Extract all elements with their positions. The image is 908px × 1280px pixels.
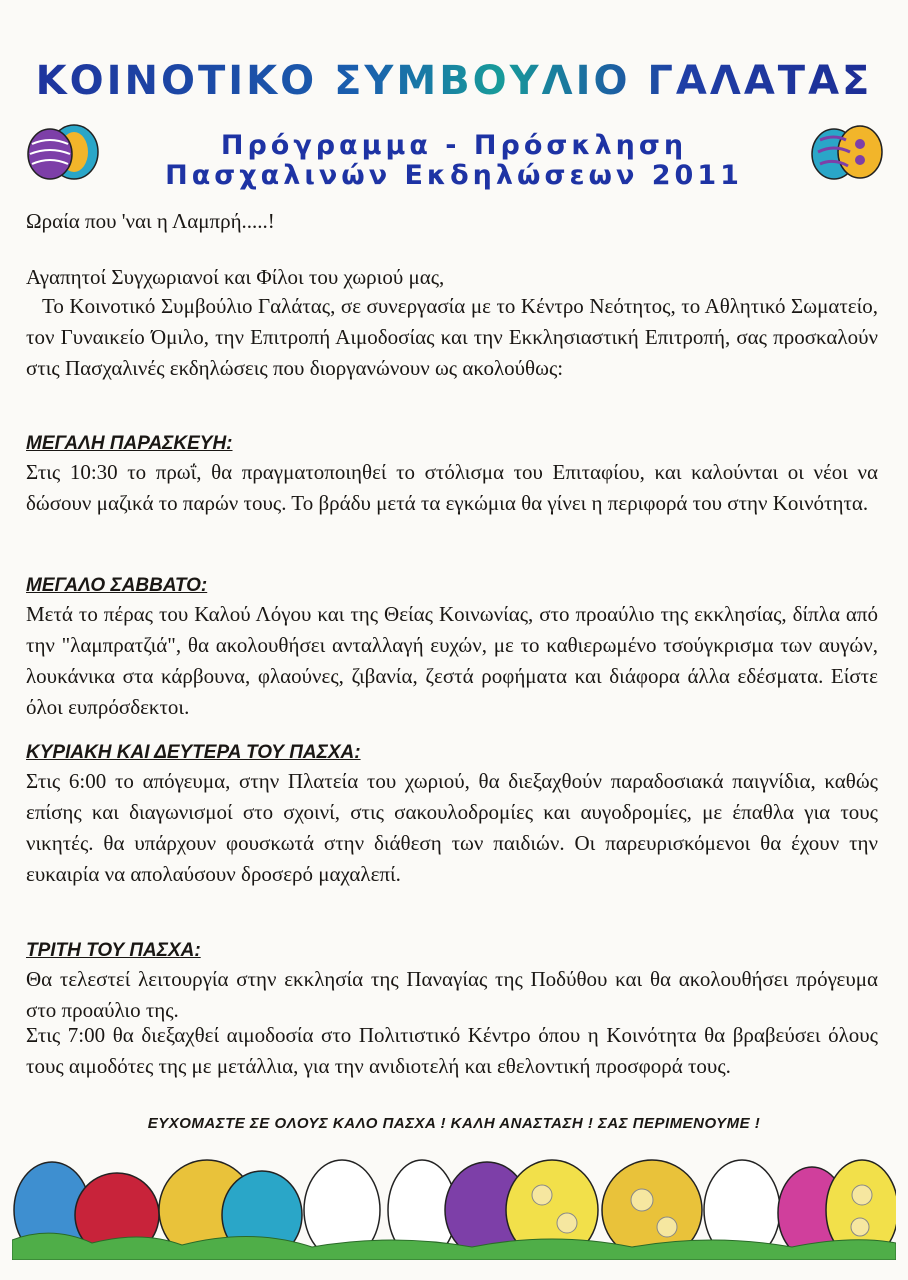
section-text-tuesday-blood-drive: Στις 7:00 θα διεξαχθεί αιμοδοσία στο Πολιτιστικό Κέντρο όπου η Κοινότητα θα βραβεύσει όλους τους αιμοδότες της με μετάλλια, για την ανιδιοτελή και εθελοντική προσφορά τους. <box>26 1023 878 1078</box>
section-text-tuesday: Θα τελεστεί λειτουργία στην εκκλησία της Παναγίας της Ποδύθου και θα ακολουθήσει πρόγευμα στο προαύλιο της. <box>26 967 878 1022</box>
salutation: Αγαπητοί Συγχωριανοί και Φίλοι του χωριού μας, <box>26 265 445 289</box>
intro-paragraph: Το Κοινοτικό Συμβούλιο Γαλάτας, σε συνεργασία με το Κέντρο Νεότητος, το Αθλητικό Σωματείο, τον Γυναικείο Όμιλο, την Επιτροπή Αιμοδοσίας και την Εκκλησιαστική Επιτροπή, σας προσκαλούν στις Πασχαλινές εκδηλώσεις που διοργανώνουν ως ακολούθως: <box>26 294 878 380</box>
section-text-good-friday: Στις 10:30 το πρωΐ, θα πραγματοποιηθεί το στόλισμα του Επιταφίου, και καλούνται οι νέοι να δώσουν μαζικά το παρών τους. Το βράδυ μετά τα εγκώμια θα γίνει η περιφορά του στην Κοινότητα. <box>26 460 878 515</box>
easter-wishes-slogan: ΕΥΧΟΜΑΣΤΕ ΣΕ ΟΛΟΥΣ ΚΑΛΟ ΠΑΣΧΑ ! ΚΑΛΗ ΑΝΑΣΤΑΣΗ ! ΣΑΣ ΠΕΡΙΜΕΝΟΥΜΕ ! <box>147 1115 761 1132</box>
subtitle-program: Πρόγραμμα - Πρόσκληση <box>220 130 688 161</box>
greeting: Ωραία που 'ναι η Λαμπρή.....! <box>26 209 275 233</box>
subtitle-events: Πασχαλινών Εκδηλώσεων 2011 <box>165 160 743 191</box>
section-heading-tuesday: ΤΡΙΤΗ ΤΟΥ ΠΑΣΧΑ: <box>26 940 201 961</box>
section-text-holy-saturday: Μετά το πέρας του Καλού Λόγου και της Θείας Κοινωνίας, στο προαύλιο της εκκλησίας, δίπλα από την "λαμπρατζιά", θα ακολουθήσει ανταλλαγή ευχών, με το καθιερωμένο τσούγκρισμα των αυγών, λουκάνικα στα κάρβουνα, φλαούνες, ζιβανία, ζεστά ροφήματα και διάφορα άλλα εδέσματα. Είστε όλοι ευπρόσδεκτοι. <box>26 602 878 719</box>
section-heading-good-friday: ΜΕΓΑΛΗ ΠΑΡΑΣΚΕΥΗ: <box>26 433 233 454</box>
section-heading-holy-saturday: ΜΕΓΑΛΟ ΣΑΒΒΑΤΟ: <box>26 575 208 596</box>
page-title: ΚΟΙΝΟΤΙΚΟ ΣΥΜΒΟΥΛΙΟ ΓΑΛΑΤΑΣ <box>0 58 908 104</box>
section-heading-sunday-monday: ΚΥΡΙΑΚΗ ΚΑΙ ΔΕΥΤΕΡΑ ΤΟΥ ΠΑΣΧΑ: <box>26 742 361 763</box>
easter-border-illustration <box>12 1155 896 1260</box>
section-text-sunday-monday: Στις 6:00 το απόγευμα, στην Πλατεία του χωριού, θα διεξαχθούν παραδοσιακά παιγνίδια, καθώς επίσης και διαγωνισμοί στο σχοινί, στις σακουλοδρομίες και αυγοδρομίες, με έπαθλα για τους νικητές. θα υπάρχουν φουσκωτά στην διάθεση των παιδιών. Οι παρευρισκόμενοι θα έχουν την ευκαιρία να απολαύσουν δροσερό μαχαλεπί. <box>26 769 878 886</box>
